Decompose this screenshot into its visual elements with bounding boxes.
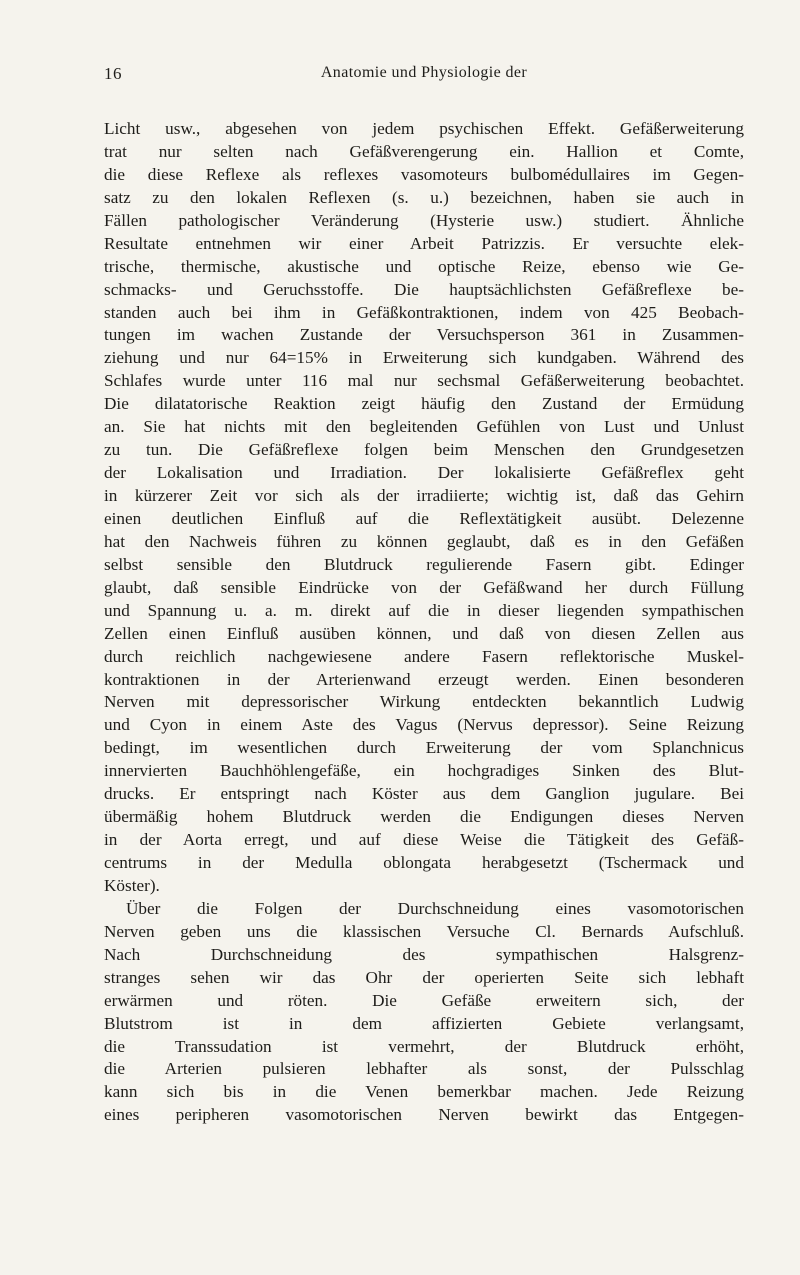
text-line: Resultate entnehmen wir einer Arbeit Patrizzis. Er versuchte elek-	[104, 233, 744, 253]
text-line: zu tun. Die Gefäßreflexe folgen beim Menschen den Grundgesetzen	[104, 440, 744, 460]
text-line: standen auch bei ihm in Gefäßkontraktionen, indem von 425 Beobach-	[104, 302, 744, 322]
text-line: eines peripheren vasomotorischen Nerven bewirkt das Entgegen-	[104, 1105, 744, 1125]
text-line: drucks. Er entspringt nach Köster aus dem Ganglion jugulare. Bei	[104, 784, 744, 804]
text-line: Köster).	[104, 875, 160, 895]
paragraph-1	[104, 118, 744, 898]
text-line: kann sich bis in die Venen bemerkbar machen. Jede Reizung	[104, 1082, 744, 1102]
text-line: schmacks- und Geruchsstoffe. Die hauptsächlichsten Gefäßreflexe be-	[104, 279, 744, 299]
body-text	[104, 118, 744, 1127]
text-line: centrums in der Medulla oblongata herabgesetzt (Tschermack und	[104, 853, 744, 872]
page-number: 16	[104, 64, 122, 83]
text-line: Licht usw., abgesehen von jedem psychischen Effekt. Gefäßerweiterung	[104, 119, 744, 138]
text-line: erwärmen und röten. Die Gefäße erweitern sich, der	[104, 990, 744, 1010]
text-line: Über die Folgen der Durchschneidung eines vasomotorischen	[126, 898, 744, 918]
text-line: Zellen einen Einfluß ausüben können, und daß von diesen Zellen aus	[104, 623, 744, 643]
text-line: Nerven geben uns die klassischen Versuche Cl. Bernards Aufschluß.	[104, 921, 744, 941]
text-line: die Transsudation ist vermehrt, der Blutdruck erhöht,	[104, 1036, 744, 1056]
text-line: trat nur selten nach Gefäßverengerung ein. Hallion et Comte,	[104, 141, 744, 161]
text-line: die diese Reflexe als reflexes vasomoteurs bulbomédullaires im Gegen-	[104, 164, 744, 184]
text-line: übermäßig hohem Blutdruck werden die Endigungen dieses Nerven	[104, 807, 744, 827]
text-line: bedingt, im wesentlichen durch Erweiterung der vom Splanchnicus	[104, 738, 744, 758]
text-line: Die dilatatorische Reaktion zeigt häufig den Zustand der Ermüdung	[104, 394, 744, 414]
text-line: trische, thermische, akustische und optische Reize, ebenso wie Ge-	[104, 256, 744, 276]
text-line: in der Aorta erregt, und auf diese Weise die Tätigkeit des Gefäß-	[104, 830, 744, 850]
text-line: Fällen pathologischer Veränderung (Hysterie usw.) studiert. Ähnliche	[104, 210, 744, 230]
text-line: der Lokalisation und Irradiation. Der lokalisierte Gefäßreflex geht	[104, 463, 744, 483]
text-line: tungen im wachen Zustande der Versuchsperson 361 in Zusammen-	[104, 325, 744, 345]
text-line: und Cyon in einem Aste des Vagus (Nervus depressor). Seine Reizung	[104, 715, 744, 735]
text-line: und Spannung u. a. m. direkt auf die in dieser liegenden sympathischen	[104, 600, 744, 620]
paragraph-2	[104, 898, 744, 1127]
text-line: hat den Nachweis führen zu können geglaubt, daß es in den Gefäßen	[104, 531, 744, 551]
text-line: Blutstrom ist in dem affizierten Gebiete verlangsamt,	[104, 1013, 744, 1033]
text-line: innervierten Bauchhöhlengefäße, ein hochgradiges Sinken des Blut-	[104, 761, 744, 781]
text-line: an. Sie hat nichts mit den begleitenden Gefühlen von Lust und Unlust	[104, 417, 744, 437]
text-line: Nerven mit depressorischer Wirkung entdeckten bekanntlich Ludwig	[104, 692, 744, 712]
page-header	[104, 64, 744, 92]
text-line: durch reichlich nachgewiesene andere Fasern reflektorische Muskel-	[104, 646, 744, 666]
text-line: satz zu den lokalen Reflexen (s. u.) bezeichnen, haben sie auch in	[104, 187, 744, 207]
running-title: Anatomie und Physiologie der	[320, 64, 528, 81]
text-line: einen deutlichen Einfluß auf die Reflextätigkeit ausübt. Delezenne	[104, 508, 744, 528]
text-line: glaubt, daß sensible Eindrücke von der Gefäßwand her durch Füllung	[104, 577, 744, 597]
text-line: kontraktionen in der Arterienwand erzeugt werden. Einen besonderen	[104, 669, 744, 689]
text-line: in kürzerer Zeit vor sich als der irradiierte; wichtig ist, daß das Gehirn	[104, 486, 744, 505]
text-line: Schlafes wurde unter 116 mal nur sechsmal Gefäßerweiterung beobachtet.	[104, 371, 744, 391]
text-line: ziehung und nur 64=15% in Erweiterung sich kundgaben. Während des	[104, 348, 744, 368]
text-line: stranges sehen wir das Ohr der operierten Seite sich lebhaft	[104, 967, 744, 987]
text-line: die Arterien pulsieren lebhafter als sonst, der Pulsschlag	[104, 1059, 744, 1079]
text-line: selbst sensible den Blutdruck regulierende Fasern gibt. Edinger	[104, 554, 744, 574]
text-line: Nach Durchschneidung des sympathischen Halsgrenz-	[104, 944, 744, 964]
